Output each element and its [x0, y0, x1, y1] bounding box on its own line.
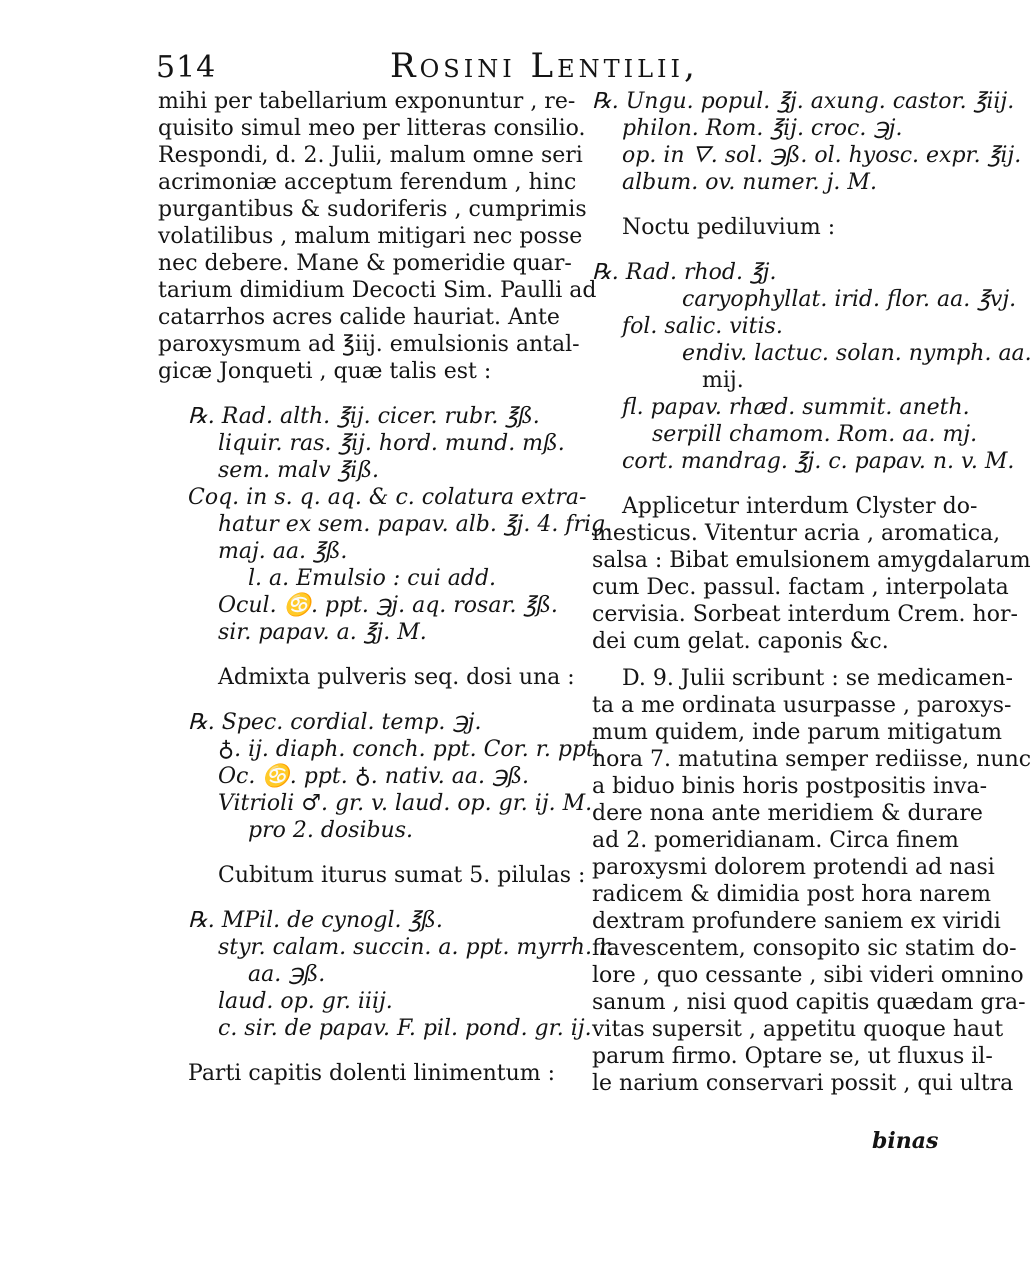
text-line: acrimoniæ acceptum ferendum , hinc	[158, 170, 577, 195]
text-line: Noctu pediluvium :	[622, 215, 836, 240]
text-line: parum firmo. Optare se, ut fluxus il-	[592, 1044, 993, 1069]
text-line: flavescentem, consopito sic statim do-	[592, 936, 1017, 961]
text-line: maj. aa. ℥ß.	[218, 539, 348, 564]
text-line: Respondi, d. 2. Julii, malum omne seri	[158, 143, 583, 168]
text-line: Cubitum iturus sumat 5. pilulas :	[218, 863, 586, 888]
text-line: Oc. ♋. ppt. ♁. nativ. aa. ℈ß.	[218, 764, 530, 789]
page-header	[150, 44, 940, 90]
text-line: ad 2. pomeridianam. Circa finem	[592, 828, 959, 853]
text-line: Parti capitis dolenti linimentum :	[188, 1061, 556, 1086]
text-line: Coq. in s. q. aq. & c. colatura extra-	[188, 485, 587, 510]
text-line: mihi per tabellarium exponuntur , re-	[158, 89, 576, 114]
running-title: Rosini Lentilii,	[390, 46, 699, 86]
text-line: nec debere. Mane & pomeridie quar-	[158, 251, 572, 276]
right-column	[592, 88, 1032, 1097]
text-line: l. a. Emulsio : cui add.	[248, 566, 497, 591]
text-line: mum quidem, inde parum mitigatum	[592, 720, 1003, 745]
line-spacer	[158, 691, 550, 709]
text-line: laud. op. gr. iiij.	[218, 989, 393, 1014]
text-line: liquir. ras. ℥ij. hord. mund. mß.	[218, 431, 565, 456]
text-line: a biduo binis horis postpositis inva-	[592, 774, 988, 799]
line-spacer	[158, 1042, 550, 1060]
text-line: philon. Rom. ℥ij. croc. ℈j.	[622, 116, 903, 141]
text-line: caryophyllat. irid. flor. aa. ℥vj.	[682, 287, 1017, 312]
text-line: pro 2. dosibus.	[248, 818, 414, 843]
text-line: ℞. MPil. de cynogl. ℥ß.	[188, 908, 443, 933]
text-line: fl. papav. rhæd. summit. aneth.	[622, 395, 970, 420]
line-spacer	[592, 196, 952, 214]
text-line: styr. calam. succin. a. ppt. myrrh. r.	[218, 935, 615, 960]
text-line: hora 7. matutina semper rediisse, nunc	[592, 747, 1032, 772]
text-line: dere nona ante meridiem & durare	[592, 801, 983, 826]
text-line: Ocul. ♋. ppt. ℈j. aq. rosar. ℥ß.	[218, 593, 558, 618]
text-line: catarrhos acres calide hauriat. Ante	[158, 305, 560, 330]
catchword: binas	[872, 1128, 939, 1154]
text-line: c. sir. de papav. F. pil. pond. gr. ij.	[218, 1016, 592, 1041]
text-line: quisito simul meo per litteras consilio.	[158, 116, 586, 141]
line-spacer	[158, 646, 550, 664]
text-line: sem. malv ℥iß.	[218, 458, 380, 483]
text-line: D. 9. Julii scribunt : se medicamen-	[622, 666, 1013, 691]
text-line: op. in 🜄. sol. ℈ß. ol. hyosc. expr. ℥ij.	[622, 143, 1022, 168]
text-line: sir. papav. a. ℥j. M.	[218, 620, 427, 645]
text-line: paroxysmum ad ℥iij. emulsionis antal-	[158, 332, 580, 357]
text-line: gicæ Jonqueti , quæ talis est :	[158, 359, 492, 384]
text-line: vitas supersit , appetitu quoque haut	[592, 1017, 1004, 1042]
text-line: Vitrioli ♂. gr. v. laud. op. gr. ij. M.	[218, 791, 593, 816]
line-spacer	[158, 844, 550, 862]
text-line: fol. salic. vitis.	[622, 314, 783, 339]
text-line: dei cum gelat. caponis &c.	[592, 629, 889, 654]
text-line: ℞. Rad. rhod. ℥j.	[592, 260, 777, 285]
line-spacer	[592, 475, 952, 493]
text-line: cum Dec. passul. factam , interpolata	[592, 575, 1009, 600]
text-line: mij.	[702, 368, 744, 393]
text-line: cort. mandrag. ℥j. c. papav. n. v. M.	[622, 449, 1015, 474]
text-line: ℞. Ungu. popul. ℥j. axung. castor. ℥iij.	[592, 89, 1015, 114]
text-line: ℞. Spec. cordial. temp. ℈j.	[188, 710, 482, 735]
line-spacer	[592, 655, 952, 665]
text-line: tarium dimidium Decocti Sim. Paulli ad	[158, 278, 597, 303]
text-line: le narium conservari possit , qui ultra	[592, 1071, 1014, 1096]
text-line: mesticus. Vitentur acria , aromatica,	[592, 521, 1001, 546]
text-line: purgantibus & sudoriferis , cumprimis	[158, 197, 587, 222]
text-line: paroxysmi dolorem protendi ad nasi	[592, 855, 995, 880]
text-line: Applicetur interdum Clyster do-	[622, 494, 978, 519]
line-spacer	[592, 241, 952, 259]
text-line: endiv. lactuc. solan. nymph. aa.	[682, 341, 1032, 366]
text-line: hatur ex sem. papav. alb. ℥j. 4. frig.	[218, 512, 613, 537]
text-line: volatilibus , malum mitigari nec posse	[158, 224, 583, 249]
line-spacer	[158, 889, 550, 907]
text-line: cervisia. Sorbeat interdum Crem. hor-	[592, 602, 1018, 627]
text-line: radicem & dimidia post hora narem	[592, 882, 991, 907]
left-column	[158, 88, 615, 1087]
text-line: lore , quo cessante , sibi videri omnino	[592, 963, 1024, 988]
text-line: aa. ℈ß.	[248, 962, 326, 987]
text-line: ta a me ordinata usurpasse , paroxys-	[592, 693, 1012, 718]
text-line: ℞. Rad. alth. ℥ij. cicer. rubr. ℥ß.	[188, 404, 540, 429]
line-spacer	[158, 385, 550, 403]
text-line: ♁. ij. diaph. conch. ppt. Cor. r. ppt.	[218, 737, 602, 762]
text-line: sanum , nisi quod capitis quædam gra-	[592, 990, 1026, 1015]
text-line: dextram profundere saniem ex viridi	[592, 909, 1001, 934]
text-line: Admixta pulveris seq. dosi una :	[218, 665, 575, 690]
text-line: album. ov. numer. j. M.	[622, 170, 877, 195]
text-line: serpill chamom. Rom. aa. mj.	[652, 422, 978, 447]
page-number: 514	[156, 50, 217, 85]
text-line: salsa : Bibat emulsionem amygdalarum	[592, 548, 1031, 573]
